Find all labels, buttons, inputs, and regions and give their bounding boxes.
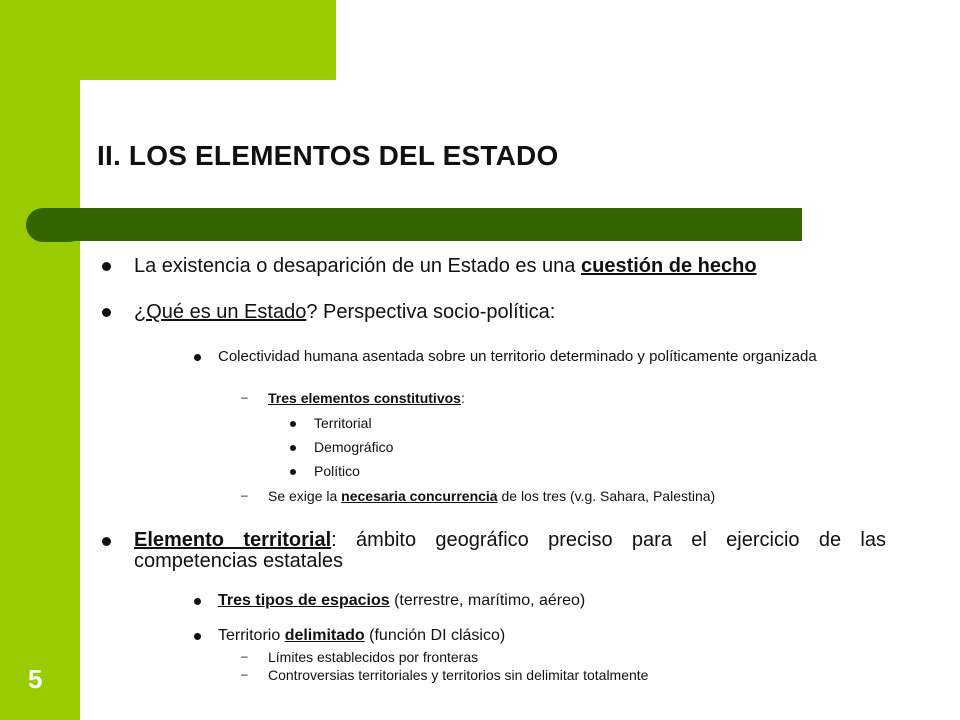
emphasis: cuestión de hecho: [580, 255, 757, 277]
bullet-delimitado: [218, 627, 505, 645]
text: Se exige la: [268, 488, 342, 504]
text: de los tres (v.g. Sahara, Palestina): [497, 488, 716, 504]
sub-controversias: – Controversias territoriales y territorios sin delimitar totalmente: [241, 667, 649, 683]
sub-tres-elementos: – Tres elementos constitutivos:: [241, 390, 465, 406]
bullet-tres-tipos: [218, 592, 585, 610]
bullet-dot: [290, 469, 296, 475]
text: (terrestre, marítimo, aéreo): [389, 592, 586, 609]
bullet-que-es-estado: [134, 301, 555, 324]
element-label: Territorial: [314, 415, 372, 431]
bullet-existencia: [134, 255, 757, 278]
text: Controversias territoriales y territorios sin delimitar totalmente: [268, 667, 649, 683]
bullet-dot: [194, 598, 201, 605]
bullet-dot: [102, 308, 111, 317]
sub-concurrencia: – Se exige la necesaria concurrencia de los tres (v.g. Sahara, Palestina): [241, 488, 716, 504]
green-side-band: [0, 0, 80, 720]
text: :: [460, 390, 465, 406]
bullet-dot: [194, 354, 201, 361]
emphasis: delimitado: [284, 627, 365, 644]
slide-title: II. LOS ELEMENTOS DEL ESTADO: [97, 140, 559, 171]
element-item: [314, 415, 372, 431]
element-label: Demográfico: [314, 439, 394, 455]
emphasis: Tres elementos constitutivos: [268, 390, 461, 406]
text: Límites establecidos por fronteras: [268, 649, 479, 665]
sub-limites: – Límites establecidos por fronteras: [241, 649, 479, 665]
element-label: Político: [314, 463, 360, 479]
element-item: [314, 439, 393, 455]
green-top-band: [0, 0, 336, 80]
emphasis: necesaria concurrencia: [341, 488, 498, 504]
bullet-dot: [290, 421, 296, 427]
element-item: [314, 463, 360, 479]
bullet-dot: [290, 445, 296, 451]
text: : ámbito geográfico preciso para el ejercicio de las competencias estatales: [134, 529, 886, 572]
page-number: 5: [28, 664, 43, 694]
text: Territorio: [218, 627, 285, 644]
text: Colectividad humana asentada sobre un territorio determinado y políticamente organizada: [218, 348, 817, 365]
bullet-colectividad: [218, 348, 878, 365]
emphasis: Tres tipos de espacios: [218, 592, 390, 609]
text: (función DI clásico): [364, 627, 506, 644]
bullet-dot: [194, 633, 201, 640]
bullet-dot: [102, 537, 111, 546]
bullet-dot: [102, 262, 111, 271]
title-bar: [62, 208, 802, 241]
emphasis: ¿Qué es un Estado: [134, 301, 307, 323]
bullet-elemento-territorial: [134, 530, 886, 572]
text: ? Perspectiva socio-política:: [306, 301, 556, 323]
emphasis: Elemento territorial: [134, 529, 332, 551]
text: La existencia o desaparición de un Estado es una: [134, 255, 581, 277]
